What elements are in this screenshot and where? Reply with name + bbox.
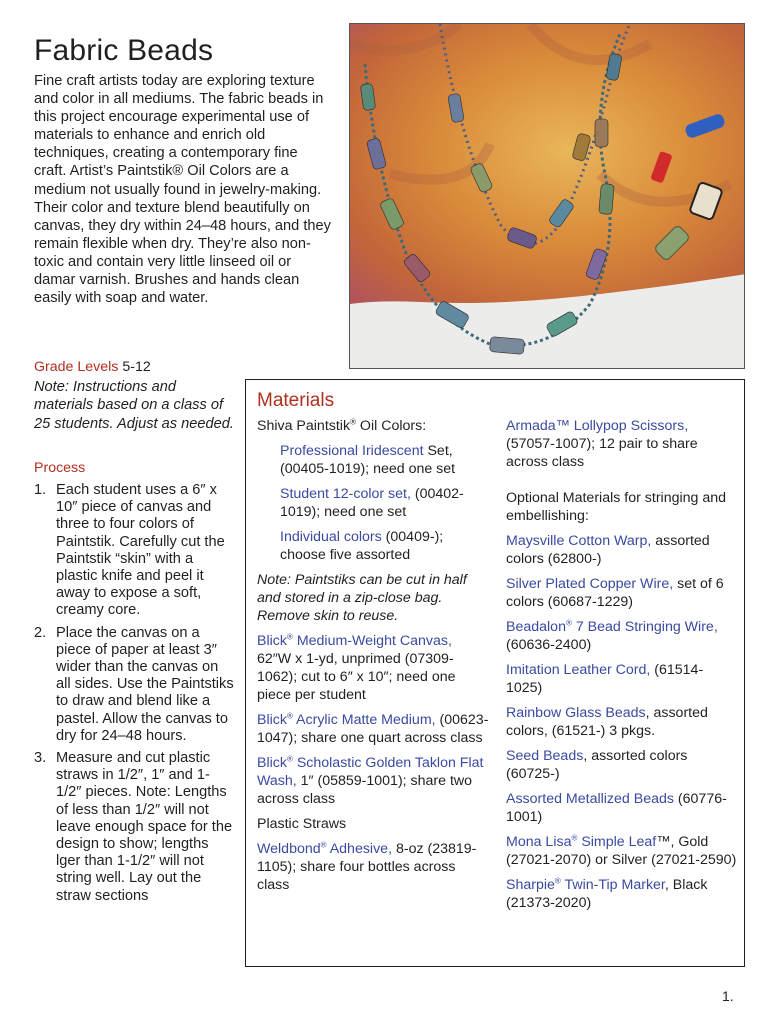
professional-iridescent-link[interactable]: Professional Iridescent [280, 443, 424, 459]
grade-levels [34, 358, 151, 376]
leather-cord-link[interactable]: Imitation Leather Cord, [506, 662, 651, 678]
material-item-cord: Imitation Leather Cord, (61514-1025) [506, 662, 704, 696]
scissors-link[interactable]: Armada™ Lollypop Scissors, [506, 418, 689, 434]
material-item-professional: Professional Iridescent Set, (00405-1019); need one set [280, 443, 456, 477]
material-item-taklon: Blick® Scholastic Golden Taklon Flat Wash, 1″ (05859-1001); share two across class [257, 754, 484, 807]
individual-colors-link[interactable]: Individual colors [280, 529, 382, 545]
page-title: Fabric Beads [34, 34, 214, 67]
materials-column-right [506, 417, 738, 919]
seed-beads-link[interactable]: Seed Beads [506, 748, 584, 764]
metallized-beads-link[interactable]: Assorted Metallized Beads [506, 791, 674, 807]
material-item-individual: Individual colors (00409-); choose five assorted [280, 529, 444, 563]
beads-necklace-image [350, 24, 745, 369]
material-item-scissors: Armada™ Lollypop Scissors, (57057-1007); 12 pair to share across class [506, 418, 698, 470]
material-item-acrylic: Blick® Acrylic Matte Medium, (00623-1047); share one quart across class [257, 711, 489, 746]
cotton-warp-link[interactable]: Maysville Cotton Warp, [506, 533, 652, 549]
canvas-link[interactable]: Blick® Medium-Weight Canvas, [257, 632, 452, 649]
material-item-leaf: Mona Lisa® Simple Leaf™, Gold (27021-2070) or Silver (27021-2590) [506, 833, 737, 868]
material-item-canvas: Blick® Medium-Weight Canvas, 62″W x 1-yd, unprimed (07309-1062); cut to 6″ x 10″; need one piece per student [257, 632, 456, 703]
paintstik-note: Note: Paintstiks can be cut in half and stored in a zip-close bag. Remove skin to reuse. [257, 572, 467, 624]
paintstik-heading: Shiva Paintstik® Oil Colors: [257, 417, 427, 434]
material-item-sharpie: Sharpie® Twin-Tip Marker, Black (21373-2020) [506, 876, 708, 911]
step-number: 3. [34, 750, 47, 767]
material-item-student: Student 12-color set, (00402-1019); need one set [280, 486, 464, 520]
process-steps [34, 482, 234, 966]
process-step [34, 482, 234, 620]
material-item-metallized: Assorted Metallized Beads (60776-1001) [506, 791, 727, 825]
grade-levels-label: Grade Levels [34, 359, 119, 375]
class-size-note: Note: Instructions and materials based on a class of 25 students. Adjust as needed. [34, 379, 234, 432]
step-text: Each student uses a 6″ x 10″ piece of canvas and three to four colors of Paintstik. Carefully cut the Paintstik “skin” with a plastic knife and peel it away to expose a soft, creamy core. [56, 482, 225, 619]
process-step [34, 750, 234, 905]
grade-levels-value: 5-12 [122, 359, 151, 375]
step-text: Place the canvas on a piece of paper at least 3″ wider than the canvas on all sides. Use the Paintstiks to draw and blend like a pastel. Allow the canvas to dry for 24–48 hours. [56, 624, 234, 744]
beadalon-link[interactable]: Beadalon® 7 Bead Stringing Wire, [506, 618, 718, 635]
material-item-glass-beads: Rainbow Glass Beads, assorted colors, (61521-) 3 pkgs. [506, 705, 708, 739]
page-number: 1. [722, 988, 734, 1004]
student-set-link[interactable]: Student 12-color set, [280, 486, 411, 502]
process-heading: Process [34, 460, 86, 476]
step-text: Measure and cut plastic straws in 1/2″, 1″ and 1-1/2″ pieces. Note: Lengths of less than 1/2″ will not leave enough space for the design to show; lengths lger than 1-1/2″ will not string well. Lay out the straw sections [56, 750, 233, 904]
weldbond-link[interactable]: Weldbond® Adhesive, [257, 840, 393, 857]
intro-paragraph: Fine craft artists today are exploring texture and color in all mediums. The fabric beads in this project encourage experimental use of materials to enhance and enrich old techniques, creating a contemporary fine craft. Artist’s Paintstik® Oil Colors are a medium not usually found in jewelry-making. Their color and texture blend beautifully on canvas, they dry within 24–48 hours, and they remain flexible when dry. They’re also non-toxic and contain very little linseed oil or damar varnish. Brushes and hands clean easily with soap and water. [34, 73, 331, 307]
material-item-weldbond: Weldbond® Adhesive, 8-oz (23819-1105); share four bottles across class [257, 840, 477, 893]
glass-beads-link[interactable]: Rainbow Glass Beads [506, 705, 646, 721]
copper-wire-link[interactable]: Silver Plated Copper Wire, [506, 576, 674, 592]
material-item-wire: Silver Plated Copper Wire, set of 6 colors (60687-1229) [506, 576, 724, 610]
material-item-straws: Plastic Straws [257, 816, 347, 832]
materials-box [245, 379, 745, 967]
simple-leaf-link[interactable]: Mona Lisa® Simple Leaf [506, 833, 657, 850]
materials-column-left [257, 417, 489, 901]
acrylic-medium-link[interactable]: Blick® Acrylic Matte Medium, [257, 711, 436, 728]
material-item-beadalon: Beadalon® 7 Bead Stringing Wire, (60636-2400) [506, 618, 718, 653]
step-number: 1. [34, 482, 47, 498]
optional-materials-heading: Optional Materials for stringing and embellishing: [506, 490, 727, 524]
sharpie-link[interactable]: Sharpie® Twin-Tip Marker [506, 876, 665, 893]
materials-heading: Materials [257, 390, 335, 411]
step-number: 2. [34, 624, 47, 641]
material-item-seed-beads: Seed Beads, assorted colors (60725-) [506, 748, 688, 782]
process-step [34, 625, 234, 745]
taklon-brush-link[interactable]: Blick® Scholastic Golden Taklon Flat Wash, [257, 754, 484, 789]
material-item-warp: Maysville Cotton Warp, assorted colors (62800-) [506, 533, 710, 567]
fabric-beads-photo [349, 23, 745, 369]
